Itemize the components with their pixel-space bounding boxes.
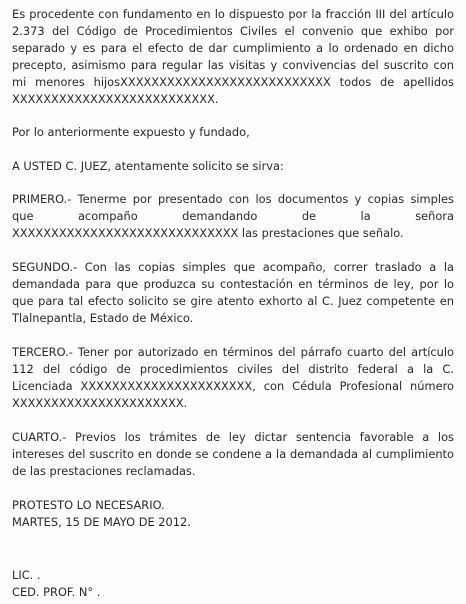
intro-paragraph: Es procedente con fundamento en lo dispuesto por la fracción III del artículo 2.373 del Código de Procedimientos Civiles el convenio que exhibo por separado y es para el efecto de dar cumplimiento a lo ordenado en dicho precepto, asimismo para regular las visitas y convivencias del suscrito con mi menores hijosXXXXXXXXXXXXXXXXXXXXXXXXXXX todos de apellidos XXXXXXXXXXXXXXXXXXXXXXXXXX. [12,7,454,106]
second-petition-paragraph: SEGUNDO.- Con las copias simples que acompaño, correr traslado a la demandada para que produzca su contestación en términos de ley, por lo que para tal efecto solicito se gire atento exhorto al C. Juez competente en Tlalnepantla, Estado de México. [12,260,454,325]
closing-block [12,497,454,531]
fourth-petition-paragraph: CUARTO.- Previos los trámites de ley dictar sentencia favorable a los intereses del suscrito en donde se condene a la demandada al cumplimiento de las prestaciones reclamadas. [12,430,454,478]
signature-license-line: CED. PROF. N° . [12,585,101,599]
third-petition-paragraph: TERCERO.- Tener por autorizado en términos del párrafo cuarto del artículo 112 del código de procedimientos civiles del distrito federal a la C. Licenciada XXXXXXXXXXXXXXXXXXXXXX, con Cédula Profesional número XXXXXXXXXXXXXXXXXXXXXX. [12,345,454,410]
first-petition-paragraph: PRIMERO.- Tenerme por presentado con los documentos y copias simples que acompaño demandando de la señora XXXXXXXXXXXXXXXXXXXXXXXXXXXXX las prestaciones que señalo. [12,192,454,240]
date-line: MARTES, 15 DE MAYO DE 2012. [12,515,191,529]
protest-line: PROTESTO LO NECESARIO. [12,498,165,512]
signature-title-line: LIC. . [12,568,41,582]
address-paragraph: A USTED C. JUEZ, atentamente solicito se sirva: [12,159,284,173]
therefore-paragraph: Por lo anteriormente expuesto y fundado, [12,125,250,139]
